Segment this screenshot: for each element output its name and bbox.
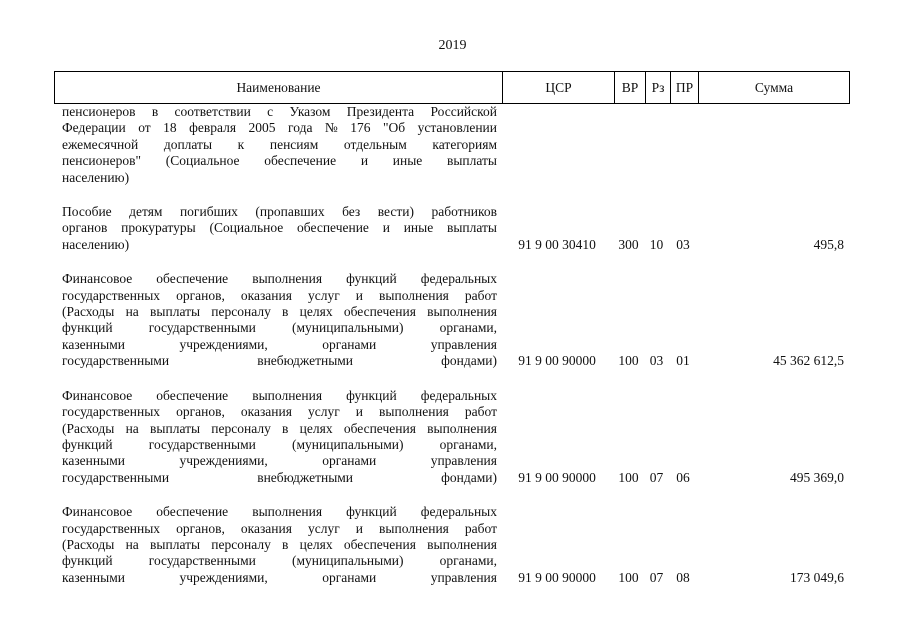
row-csr: 91 9 00 30410 bbox=[518, 236, 596, 252]
row-sum: 495 369,0 bbox=[790, 469, 844, 485]
name-line: населению) bbox=[62, 236, 130, 252]
name-line: Финансовое обеспечение выполнения функций федеральных bbox=[62, 504, 497, 520]
row-pr: 01 bbox=[676, 353, 690, 369]
name-line: пенсионеров в соответствии с Указом Президента Российской bbox=[62, 104, 497, 119]
row-rz: 10 bbox=[649, 236, 664, 252]
name-line: государственными внебюджетными фондами) bbox=[62, 469, 497, 485]
row-csr: 91 9 00 90000 bbox=[518, 353, 596, 369]
row-sum: 45 362 612,5 bbox=[773, 353, 844, 369]
row-name bbox=[54, 388, 501, 486]
row-csr: 91 9 00 90000 bbox=[518, 469, 596, 485]
table-row bbox=[54, 271, 850, 369]
row-vr: 100 bbox=[618, 353, 639, 369]
name-line: казенными учреждениями, органами управления bbox=[62, 569, 497, 585]
row-vr: 100 bbox=[618, 569, 639, 585]
name-line: функций государственными (муниципальными) органами, bbox=[62, 320, 497, 336]
table-header bbox=[54, 71, 850, 104]
row-pr: 06 bbox=[676, 469, 690, 485]
name-line: казенными учреждениями, органами управления bbox=[62, 336, 497, 352]
name-line: государственных органов, оказания услуг и выполнения работ bbox=[62, 287, 497, 303]
name-line: (Расходы на выплаты персоналу в целях обеспечения выполнения bbox=[62, 420, 497, 436]
header-rz: Рз bbox=[645, 72, 670, 103]
name-line: Федерации от 18 февраля 2005 года № 176 "Об установлении bbox=[62, 120, 497, 136]
row-rz: 07 bbox=[649, 469, 664, 485]
row-pr: 08 bbox=[676, 569, 690, 585]
name-line: органов прокуратуры (Социальное обеспечение и иные выплаты bbox=[62, 220, 497, 236]
name-line: (Расходы на выплаты персоналу в целях обеспечения выполнения bbox=[62, 536, 497, 552]
row-csr: 91 9 00 90000 bbox=[518, 569, 596, 585]
name-line: (Расходы на выплаты персоналу в целях обеспечения выполнения bbox=[62, 304, 497, 320]
name-line: Финансовое обеспечение выполнения функций федеральных bbox=[62, 271, 497, 287]
row-pr: 03 bbox=[676, 236, 690, 252]
page-number: 2019 bbox=[438, 38, 467, 53]
header-sum: Сумма bbox=[698, 72, 849, 103]
name-line: государственных органов, оказания услуг и выполнения работ bbox=[62, 404, 497, 420]
table-row bbox=[54, 388, 850, 486]
header-csr: ЦСР bbox=[502, 72, 614, 103]
name-line: государственными внебюджетными фондами) bbox=[62, 353, 497, 369]
name-line: государственных органов, оказания услуг и выполнения работ bbox=[62, 520, 497, 536]
name-line: пенсионеров" (Социальное обеспечение и иные выплаты bbox=[62, 153, 497, 169]
row-name bbox=[54, 504, 501, 586]
table-body bbox=[54, 104, 850, 586]
header-pr: ПР bbox=[670, 72, 698, 103]
name-line: ежемесячной доплаты к пенсиям отдельным категориям bbox=[62, 136, 497, 152]
row-vr: 100 bbox=[618, 469, 639, 485]
name-line: функций государственными (муниципальными) органами, bbox=[62, 436, 497, 452]
row-name bbox=[54, 271, 501, 369]
name-line: Финансовое обеспечение выполнения функций федеральных bbox=[62, 387, 497, 403]
table-row bbox=[54, 104, 850, 186]
row-rz: 07 bbox=[649, 569, 664, 585]
header-vr: ВР bbox=[614, 72, 645, 103]
name-line: населению) bbox=[62, 169, 130, 185]
header-name: Наименование bbox=[236, 79, 321, 95]
row-sum: 495,8 bbox=[813, 236, 844, 252]
row-name bbox=[54, 104, 501, 186]
row-name bbox=[54, 204, 501, 253]
table-row bbox=[54, 204, 850, 253]
table-row bbox=[54, 504, 850, 586]
row-vr: 300 bbox=[618, 236, 639, 252]
name-line: Пособие детям погибших (пропавших без вести) работников bbox=[62, 204, 497, 220]
name-line: казенными учреждениями, органами управления bbox=[62, 453, 497, 469]
row-sum: 173 049,6 bbox=[790, 569, 844, 585]
row-rz: 03 bbox=[649, 353, 664, 369]
name-line: функций государственными (муниципальными) органами, bbox=[62, 553, 497, 569]
